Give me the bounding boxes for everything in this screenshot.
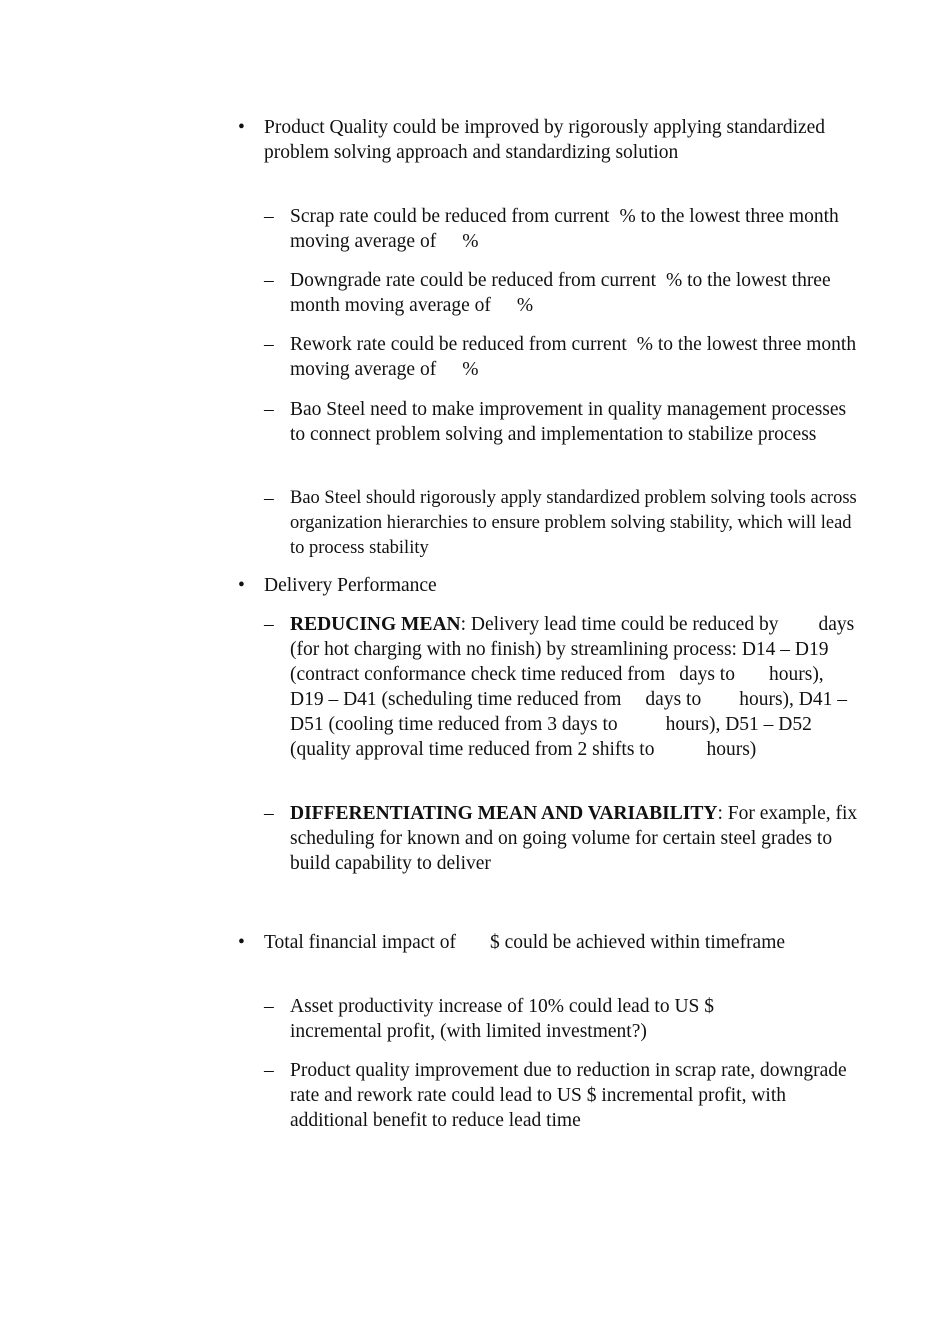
bullet-text: Total financial impact of $ could be achieved within timeframe — [264, 932, 786, 953]
subbullet-marker: – — [264, 334, 274, 355]
bullet-text: Delivery Performance — [264, 575, 437, 596]
bullet-marker: • — [238, 575, 245, 596]
subbullet-marker: – — [264, 488, 274, 509]
subbullet-marker: – — [264, 399, 274, 420]
subbullet-text: Asset productivity increase of 10% could lead to US $ incremental profit, (with limited investment?) — [290, 996, 715, 1042]
subbullet-text: Downgrade rate could be reduced from current % to the lowest three month moving average of % — [290, 270, 831, 316]
subbullet-marker: – — [264, 803, 274, 824]
subbullet-text: Rework rate could be reduced from current % to the lowest three month moving average of % — [290, 334, 857, 380]
subbullet-marker: – — [264, 996, 274, 1017]
bullet-marker: • — [238, 932, 245, 953]
subbullet-marker: – — [264, 270, 274, 291]
subbullet-text: Product quality improvement due to reduction in scrap rate, downgrade rate and rework rate could lead to US $ incremental profit, with additional benefit to reduce lead time — [290, 1060, 847, 1131]
subbullet-text: REDUCING MEAN: Delivery lead time could be reduced by days (for hot charging with no finish) by streamlining process: D14 – D19 (contract conformance check time reduced from days to hours), D19 – D41 (scheduling time reduced from days to hours), D41 – D51 (cooling time reduced from 3 days to hours), D51 – D52 (quality approval time reduced from 2 shifts to hours) — [290, 614, 855, 760]
subbullet-marker: – — [264, 206, 274, 227]
subbullet-text: DIFFERENTIATING MEAN AND VARIABILITY: For example, fix scheduling for known and on going volume for certain steel grades to build capability to deliver — [290, 803, 858, 874]
bold-heading: REDUCING MEAN — [290, 614, 461, 635]
subbullet-text: Bao Steel should rigorously apply standardized problem solving tools across organization hierarchies to ensure problem solving stability, which will lead to process stability — [290, 488, 857, 558]
bullet-text: Product Quality could be improved by rigorously applying standardized problem solving approach and standardizing solution — [264, 117, 826, 163]
subbullet-text: Bao Steel need to make improvement in quality management processes to connect problem solving and implementation to stabilize process — [290, 399, 847, 445]
bullet-marker: • — [238, 117, 245, 138]
subbullet-text: Scrap rate could be reduced from current % to the lowest three month moving average of % — [290, 206, 839, 252]
subbullet-marker: – — [264, 614, 274, 635]
bold-heading: DIFFERENTIATING MEAN AND VARIABILITY — [290, 803, 718, 824]
subbullet-marker: – — [264, 1060, 274, 1081]
